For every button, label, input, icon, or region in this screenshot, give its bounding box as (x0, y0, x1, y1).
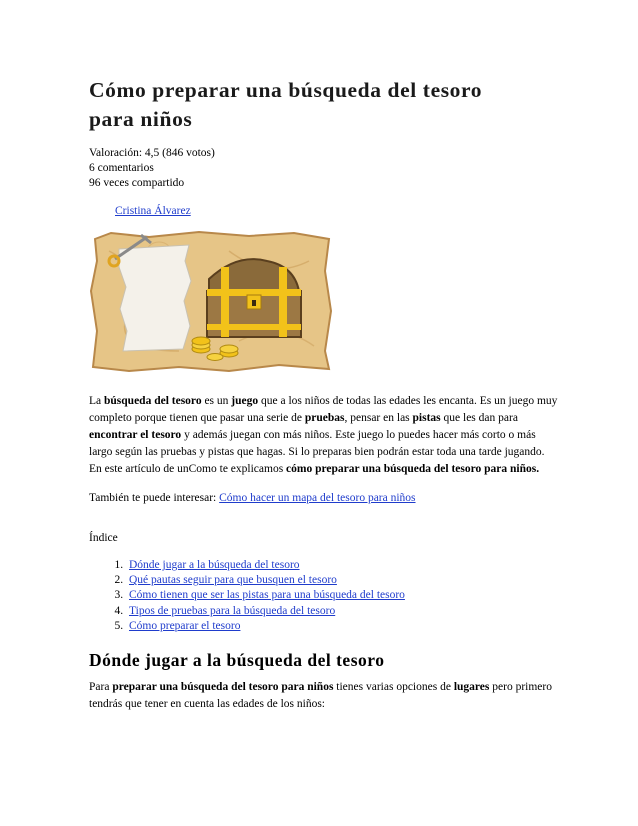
rating: Valoración: 4,5 (846 votos) (89, 147, 215, 159)
author-link[interactable]: Cristina Álvarez (115, 205, 191, 217)
shared-count: 96 veces compartido (89, 177, 185, 189)
index-item (126, 604, 559, 619)
related-article (89, 492, 559, 504)
related-label: También te puede interesar: (89, 492, 220, 504)
intro-paragraph: La búsqueda del tesoro es un juego que a los niños de todas las edades les encanta. Es un juego muy completo porque tienen que pasar una serie de pruebas, pensar en las pistas que les dan para encontrar el tesoro y además juegan con más niños. Este juego lo puedes hacer más corto o más largo según las pruebas y pistas que hagas. Si lo preparas bien podrán estar toda una tarde jugando. En este artículo de unComo te explicamos cómo preparar una búsqueda del tesoro para niños. (89, 395, 558, 475)
index-link-1[interactable]: Dónde jugar a la búsqueda del tesoro (129, 559, 300, 571)
article-meta (89, 146, 559, 191)
treasure-map-image (89, 231, 335, 373)
section-heading: Dónde jugar a la búsqueda del tesoro (89, 650, 385, 671)
related-link[interactable]: Cómo hacer un mapa del tesoro para niños (219, 492, 416, 504)
index-link-2[interactable]: Qué pautas seguir para que busquen el tesoro (129, 574, 337, 587)
paper-scroll (119, 245, 191, 351)
index-link-4[interactable]: Tipos de pruebas para la búsqueda del tesoro (129, 604, 336, 617)
index-item (126, 619, 559, 634)
page-title (89, 76, 559, 134)
index-link-5[interactable]: Cómo preparar el tesoro (129, 619, 241, 632)
index-item (126, 588, 559, 603)
comments-count: 6 comentarios (89, 162, 154, 174)
index-link-3[interactable]: Cómo tienen que ser las pistas para una búsqueda del tesoro (129, 589, 405, 602)
section-paragraph: Para preparar una búsqueda del tesoro para niños tienes varias opciones de lugares pero primero tendrás que tener en cuenta las edades de los niños: (89, 681, 552, 711)
index-item (126, 573, 559, 588)
index-heading: Índice (89, 532, 118, 544)
treasure-chest (207, 259, 301, 337)
title-line-1: Cómo preparar una búsqueda del tesoro (89, 78, 483, 102)
author-row (115, 205, 559, 217)
index-list (89, 558, 559, 634)
index-item (126, 558, 559, 573)
title-line-2: para niños (89, 107, 193, 131)
article (89, 76, 559, 713)
